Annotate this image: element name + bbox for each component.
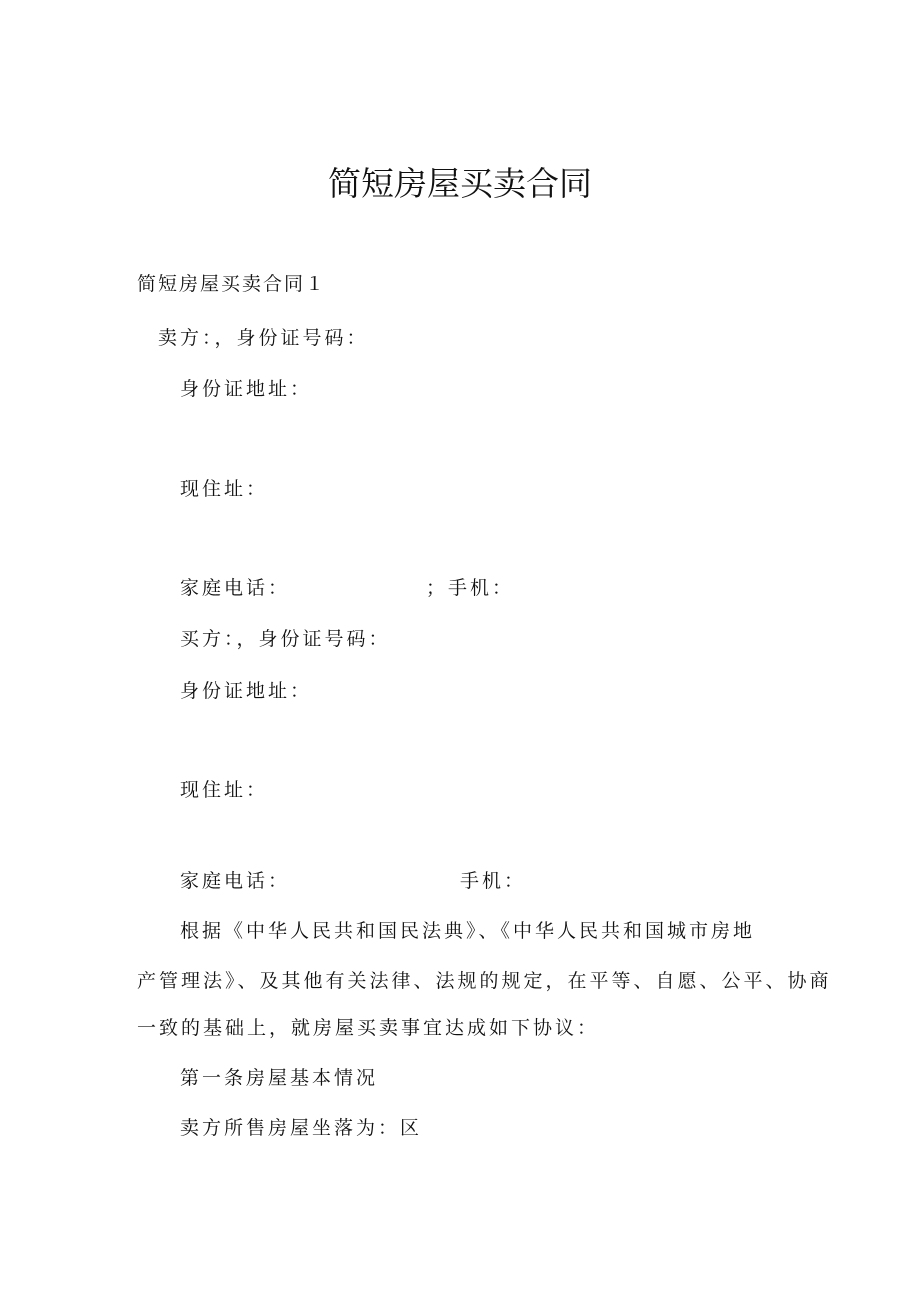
buyer-home-phone-line: 家庭电话： [180,870,291,892]
preamble-line-3: 一致的基础上，就房屋买卖事宜达成如下协议： [137,1017,600,1039]
buyer-current-address-line: 现住址： [180,779,269,801]
article-1-heading: 第一条房屋基本情况 [180,1067,379,1089]
buyer-id-address-line: 身份证地址： [180,680,313,702]
seller-current-address-line: 现住址： [180,478,269,500]
seller-id-address-line: 身份证地址： [180,378,313,400]
seller-name-id-line: 卖方：，身份证号码： [158,327,369,349]
article-1-location-line: 卖方所售房屋坐落为：区 [180,1117,423,1139]
buyer-mobile-line: 手机： [460,870,527,892]
seller-home-phone-line: 家庭电话： [180,577,291,599]
buyer-name-id-line: 买方：，身份证号码： [180,628,391,650]
preamble-line-1: 根据《中华人民共和国民法典》、《中华人民共和国城市房地 [180,920,756,942]
contract-subtitle: 简短房屋买卖合同１ [137,273,327,295]
seller-mobile-line: ；手机： [426,577,515,599]
preamble-line-2: 产管理法》、及其他有关法律、法规的规定，在平等、自愿、公平、协商 [137,970,832,992]
document-title: 简短房屋买卖合同 [328,164,592,203]
